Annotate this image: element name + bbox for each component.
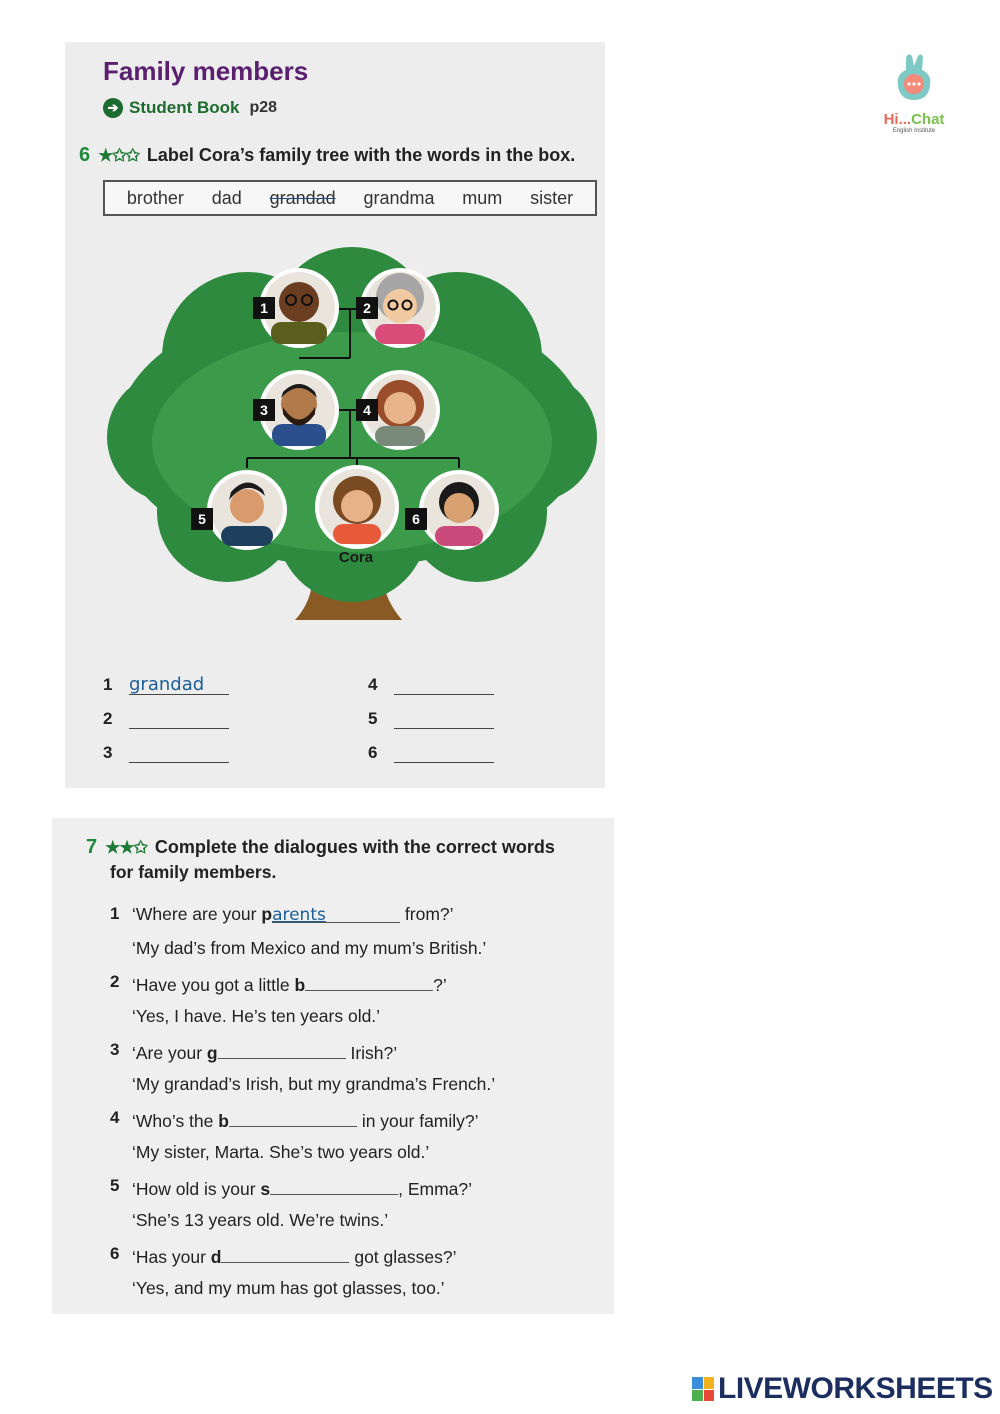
question-text: ‘Where are your [132, 904, 262, 924]
exercise-7-heading [86, 836, 555, 859]
dialogue-question [132, 1244, 457, 1268]
answer-blank[interactable] [394, 708, 494, 729]
question-text: ‘Has your [132, 1247, 211, 1267]
portrait-brother [207, 470, 287, 550]
cora-label: Cora [338, 549, 374, 566]
answer-row [368, 742, 494, 763]
hint-letter: p [261, 904, 273, 924]
exercise-6-panel [65, 42, 605, 788]
tree-number-tag: 5 [198, 511, 206, 527]
portrait-cora [315, 465, 399, 549]
exercise-instruction: Label Cora’s family tree with the words in the box. [146, 145, 576, 165]
dialogue-question [132, 1040, 397, 1064]
answer-blank[interactable] [394, 674, 494, 695]
arrow-right-icon: ➔ [103, 98, 123, 118]
dialogue-number: 6 [110, 1244, 120, 1263]
dialogue-number: 3 [110, 1040, 120, 1059]
student-book-page: p28 [249, 99, 278, 116]
word-item: grandma [363, 187, 435, 208]
question-text-after: in your family?’ [356, 1111, 479, 1131]
liveworksheets-brand [692, 1372, 993, 1406]
exercise-7-panel [52, 818, 614, 1314]
brand-text: LIVEWORKSHEETS [718, 1372, 993, 1405]
exercise-number: 7 [86, 836, 98, 858]
chat-hand-icon [892, 52, 936, 104]
exercise-number: 6 [79, 144, 91, 166]
hint-letter: b [294, 975, 306, 995]
answer-blank[interactable] [305, 972, 433, 991]
word-item: brother [126, 187, 184, 208]
answer-number: 3 [103, 743, 113, 762]
dialogue-reply: ‘Yes, and my mum has got glasses, too.’ [132, 1278, 445, 1298]
dialogue-question [132, 1108, 479, 1132]
family-tree-illustration [107, 242, 597, 632]
answer-blank[interactable]: grandad [129, 674, 229, 695]
tree-number-tag: 3 [260, 402, 268, 418]
answer-number: 5 [368, 709, 378, 728]
question-text: ‘Are your [132, 1043, 207, 1063]
word-item: mum [462, 187, 503, 208]
hint-letter: s [260, 1179, 271, 1199]
answer-blank[interactable] [129, 708, 229, 729]
dialogue-reply: ‘Yes, I have. He’s ten years old.’ [132, 1006, 381, 1026]
tree-number-tag: 1 [260, 300, 268, 316]
word-item-struck: grandad [269, 187, 336, 208]
section-title: Family members [103, 56, 309, 86]
dialogue-reply: ‘My dad’s from Mexico and my mum’s British.’ [132, 938, 487, 958]
answer-blank[interactable] [229, 1108, 357, 1127]
question-text: ‘Have you got a little [132, 975, 295, 995]
liveworksheets-badge-icon [692, 1377, 714, 1401]
dialogue-number: 2 [110, 972, 120, 991]
answer-blank[interactable] [272, 904, 400, 923]
word-box [103, 180, 597, 216]
dialogue-reply: ‘My grandad’s Irish, but my grandma’s French.’ [132, 1074, 496, 1094]
dialogue-question [132, 904, 454, 925]
exercise-instruction: Complete the dialogues with the correct words [154, 837, 555, 857]
answer-row [103, 742, 229, 763]
answer-number: 2 [103, 709, 113, 728]
question-text-after: ?’ [433, 975, 447, 995]
answer-row [368, 674, 494, 695]
dialogue-question [132, 1176, 472, 1200]
dialogue-number: 4 [110, 1108, 120, 1127]
dialogue-reply: ‘My sister, Marta. She’s two years old.’ [132, 1142, 430, 1162]
answer-blank[interactable] [394, 742, 494, 763]
answer-blank[interactable] [270, 1176, 398, 1195]
hint-letter: b [218, 1111, 229, 1131]
tree-number-tag: 2 [363, 300, 371, 316]
dialogue-number: 1 [110, 904, 120, 923]
answer-number: 1 [103, 675, 113, 694]
answer-blank[interactable] [221, 1244, 349, 1263]
dialogue-question [132, 972, 447, 996]
question-text-after: Irish?’ [345, 1043, 398, 1063]
student-book-label: Student Book [129, 98, 240, 117]
dialogue-reply: ‘She’s 13 years old. We’re twins.’ [132, 1210, 389, 1230]
filled-answer: arents [272, 905, 326, 925]
logo-subtitle: English Institute [892, 128, 936, 134]
exercise-instruction-line2: for family members. [110, 862, 277, 882]
answer-number: 6 [368, 743, 378, 762]
question-text-after: from?’ [400, 904, 454, 924]
hi-chat-logo [878, 52, 950, 142]
student-book-reference [103, 98, 277, 118]
tree-number-tag: 4 [363, 402, 371, 418]
word-item: dad [211, 187, 242, 208]
tree-number-tag: 6 [412, 511, 420, 527]
word-item: sister [530, 187, 574, 208]
answer-row [368, 708, 494, 729]
question-text-after: got glasses?’ [349, 1247, 457, 1267]
portrait-sister [419, 470, 499, 550]
answer-blank[interactable] [129, 742, 229, 763]
answer-row [103, 674, 229, 695]
hint-letter: g [206, 1043, 218, 1063]
logo-name: Hi...Chat [883, 111, 945, 128]
dialogue-number: 5 [110, 1176, 120, 1195]
answer-number: 4 [368, 675, 378, 694]
answer-row [103, 708, 229, 729]
question-text: ‘How old is your [132, 1179, 261, 1199]
difficulty-stars: ★★✩ [105, 837, 147, 857]
exercise-6-heading [79, 144, 575, 167]
answer-blank[interactable] [218, 1040, 346, 1059]
question-text-after: , Emma?’ [398, 1179, 473, 1199]
difficulty-stars: ★✩✩ [98, 145, 139, 165]
question-text: ‘Who’s the [132, 1111, 219, 1131]
hint-letter: d [210, 1247, 222, 1267]
